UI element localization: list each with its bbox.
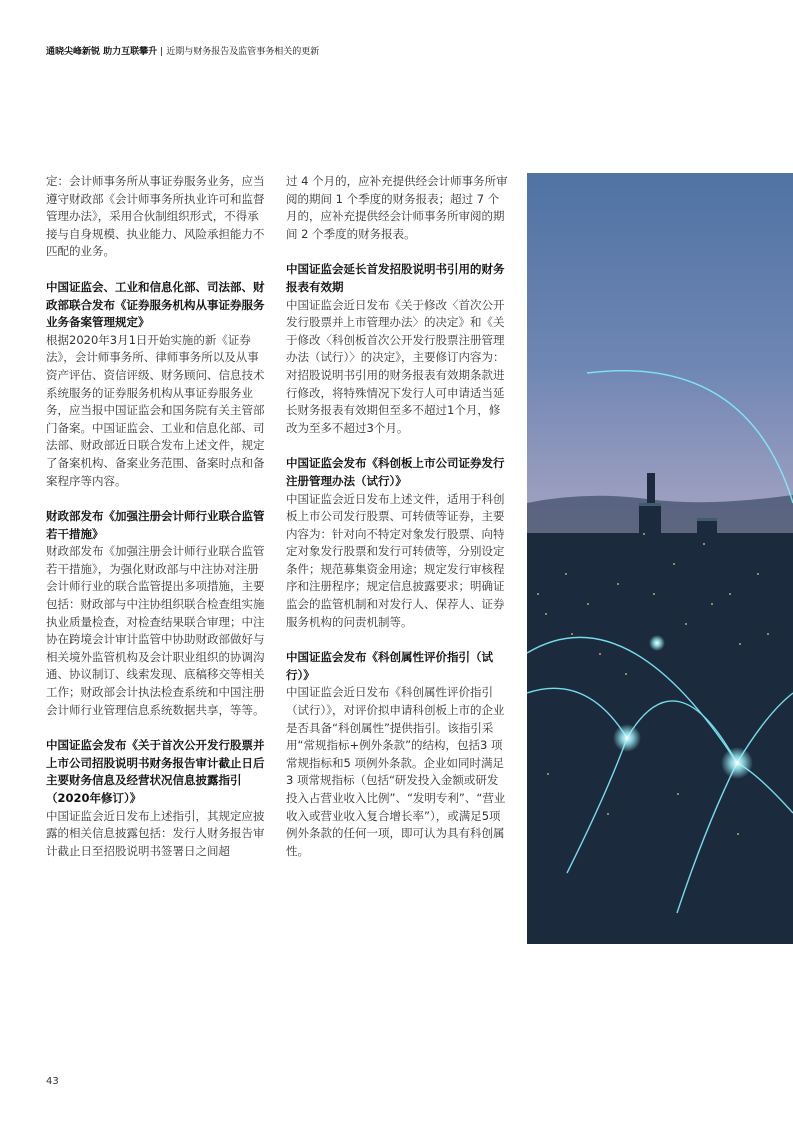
section-body: 中国证监会近日发布上述文件，适用于科创板上市公司发行股票、可转债等证券，主要内容为：针对向不特定对象发行股票、向特定对象发行股票和发行可转债等，分别设定条件；规范募集资金用途；规定发行审核程序和注册程序；规定信息披露要求；明确证监会的监管机制和对发行人、保荐人、证券服务机构的问责机制等。	[286, 491, 505, 629]
header-separator: |	[160, 47, 164, 57]
paragraph-intro: 定：会计师事务所从事证券服务业务，应当遵守财政部《会计师事务所执业许可和监督管理办法》，采用合伙制组织形式，不得承接与自身规模、执业能力、风险承担能力不匹配的业务。	[46, 174, 265, 259]
section-heading: 财政部发布《加强注册会计师行业联合监管若干措施》	[46, 509, 265, 541]
section-heading: 中国证监会发布《科创属性评价指引（试行）》	[286, 650, 493, 682]
section-body: 中国证监会近日发布《科创属性评价指引（试行）》，对评价拟申请科创板上市的企业是否具备“科创属性”提供指引。该指引采用“常规指标+例外条款”的结构，包括3 项常规指标和5 项例外条款。企业如同时满足3 项常规指标（包括“研发投入金额或研发投入占营业收入比例”、“发明专利”、“营业收入或营业收入复合增长率”），或满足5项例外条款的任何一项，即可认为具有科创属性。	[286, 685, 506, 858]
section-body: 财政部发布《加强注册会计师行业联合监管若干措施》，为强化财政部与中注协对注册会计师行业的联合监管提出多项措施，主要包括：财政部与中注协组织联合检查组实施执业质量检查，对检查结果联合审理；中注协在跨境会计审计监管中协助财政部做好与相关境外监管机构及会计职业组织的协调沟通、协议制订、线索发现、底稿移交等相关工作；财政部会计执法检查系统和中国注册会计师行业管理信息系统数据共享，等等。	[46, 544, 265, 717]
section-body: 中国证监会近日发布《关于修改〈首次公开发行股票并上市管理办法〉的决定》和《关于修改〈科创板首次公开发行股票注册管理办法（试行）〉的决定》，主要修订内容为：对招股说明书引用的财务报表有效期条款进行修改，将特殊情况下发行人可申请适当延长财务报表有效期但至多不超过1个月，修改为至多不超过3个月。	[286, 297, 505, 435]
city-skyline-network-image	[527, 173, 793, 944]
paragraph-intro: 过 4 个月的，应补充提供经会计师事务所审阅的期间 1 个季度的财务报表；超过 7 个月的，应补充提供经会计师事务所审阅的期间 2 个季度的财务报表。	[286, 174, 508, 241]
section-heading: 中国证监会发布《科创板上市公司证券发行注册管理办法（试行）》	[286, 456, 505, 488]
text-column-left	[46, 173, 268, 860]
running-header	[46, 44, 319, 57]
section-heading: 中国证监会发布《关于首次公开发行股票并上市公司招股说明书财务报告审计截止日后主要财务信息及经营状况信息披露指引（2020年修订）》	[46, 738, 265, 805]
header-title: 通晓尖峰新锐 助力互联攀升	[46, 47, 158, 57]
section-heading: 中国证监会延长首发招股说明书引用的财务报表有效期	[286, 262, 505, 294]
section-body: 中国证监会近日发布上述指引，其规定应披露的相关信息披露包括：发行人财务报告审计截止日至招股说明书签署日之间超	[46, 808, 265, 858]
section-body: 根据2020年3月1日开始实施的新《证券法》，会计师事务所、律师事务所以及从事资产评估、资信评级、财务顾问、信息技术系统服务的证券服务机构从事证券服务业务，应当报中国证监会和国务院有关主管部门备案。中国证监会、工业和信息化部、司法部、财政部近日联合发布上述文件，规定了备案机构、备案业务范围、备案时点和备案程序等内容。	[46, 332, 265, 488]
header-subtitle: 近期与财务报告及监管事务相关的更新	[166, 47, 320, 57]
text-column-middle	[286, 173, 508, 860]
section-heading: 中国证监会、工业和信息化部、司法部、财政部联合发布《证券服务机构从事证券服务业务备案管理规定》	[46, 279, 265, 330]
page-number: 43	[46, 1076, 59, 1087]
